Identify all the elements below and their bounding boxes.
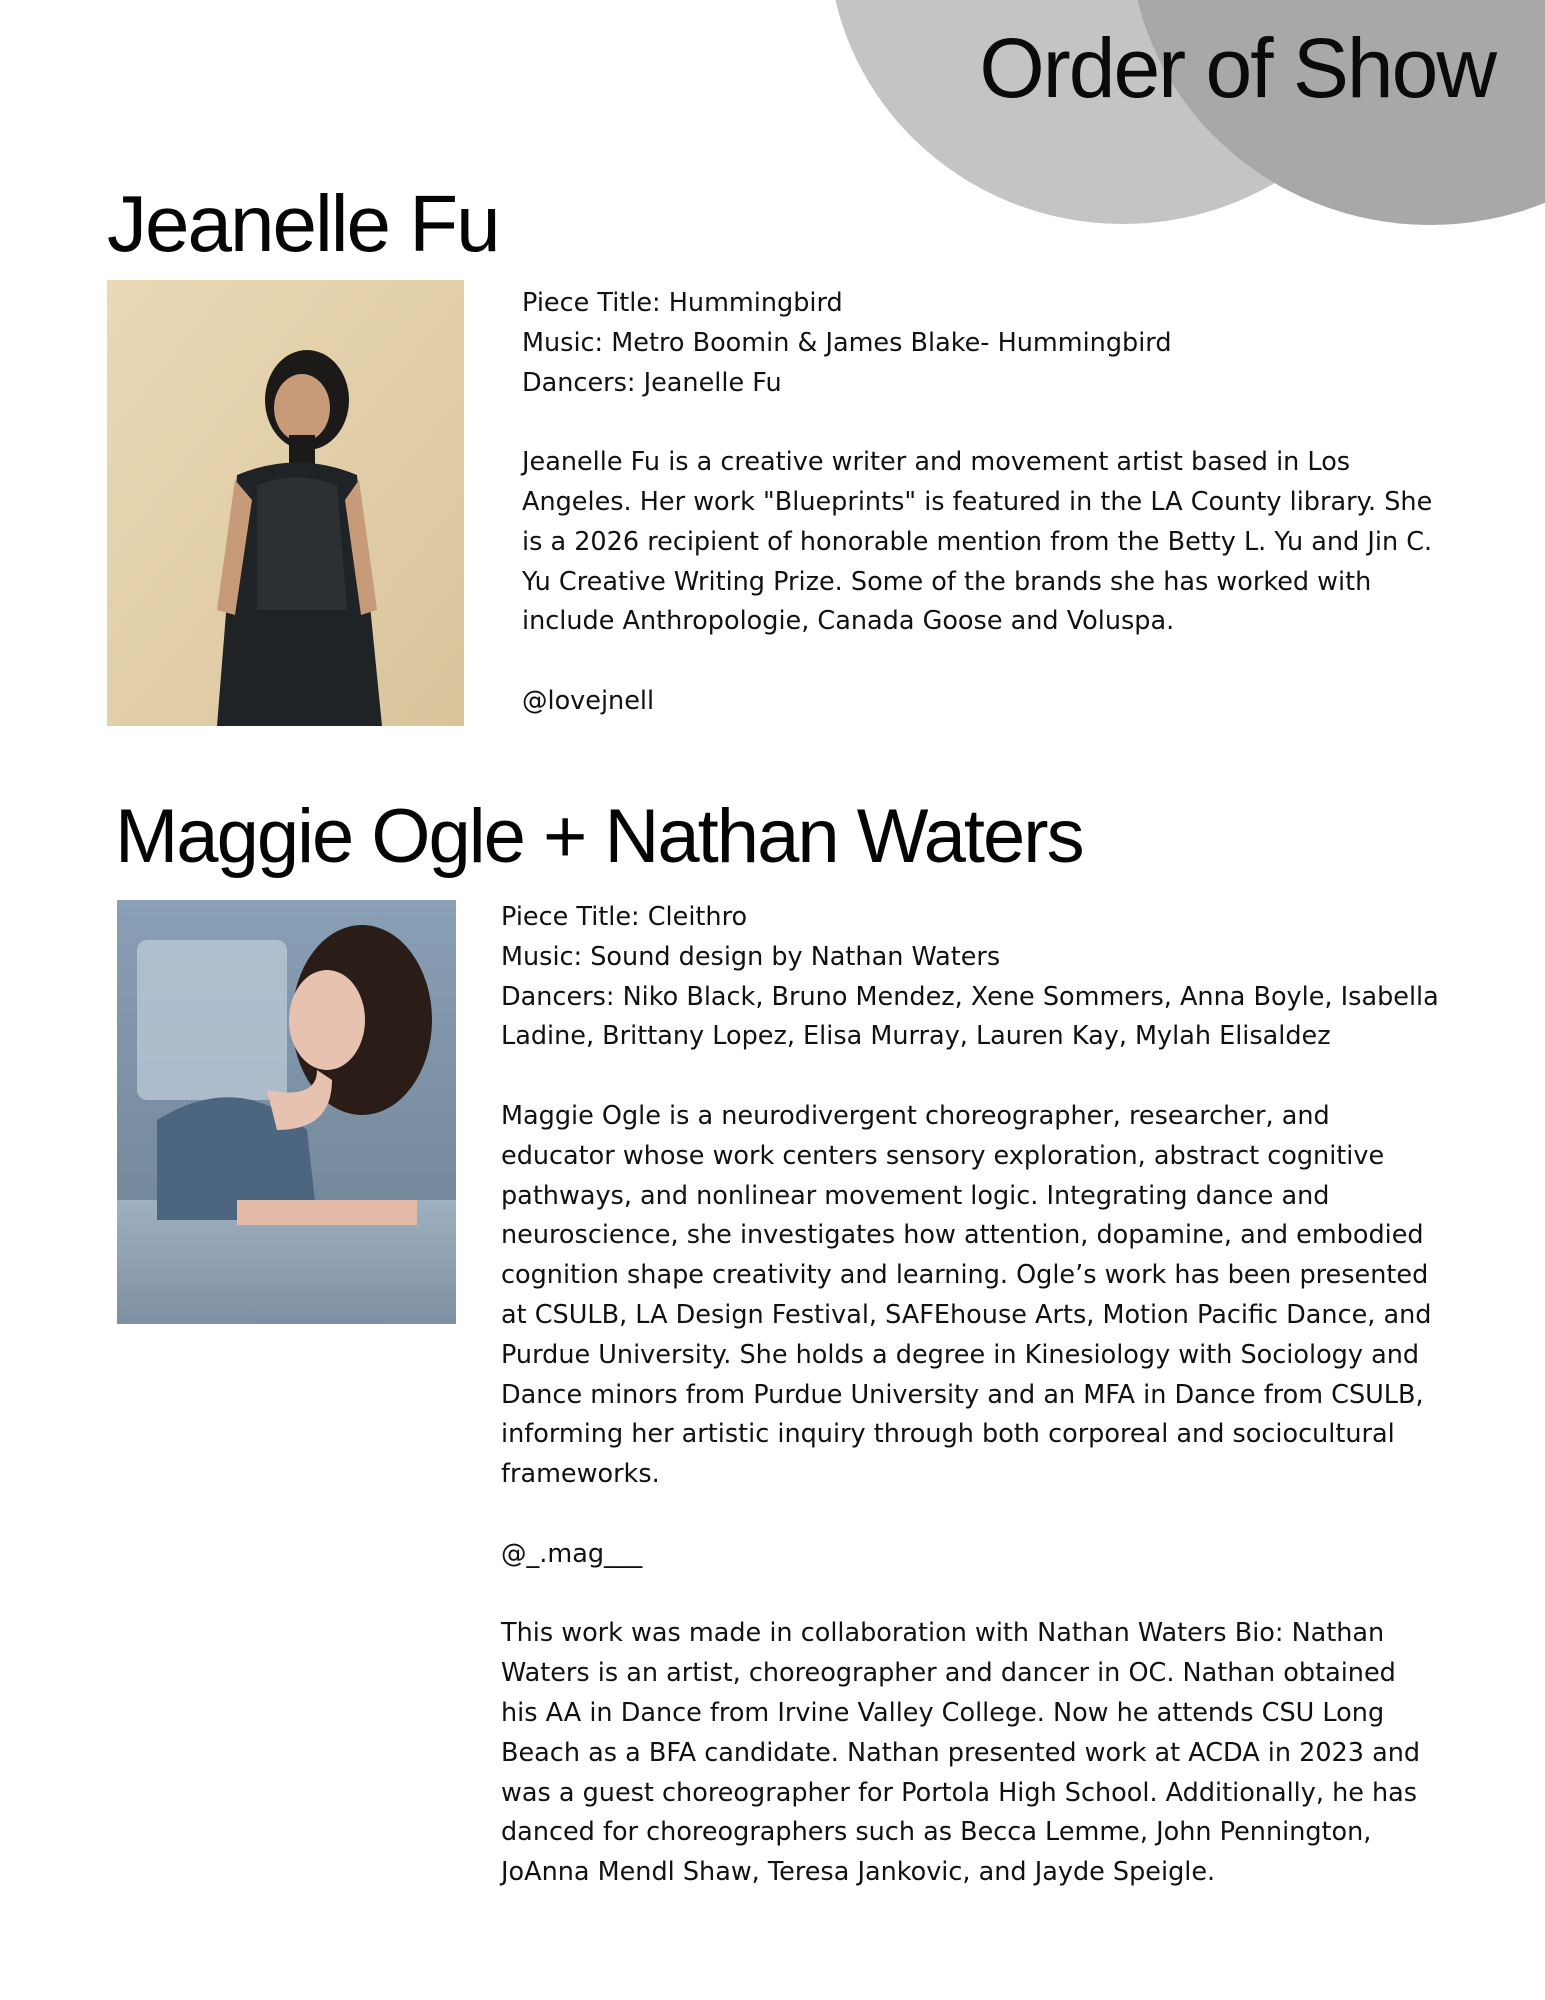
bio-line: educator whose work centers sensory exploration, abstract cognitive	[501, 1140, 1385, 1171]
social-handle: @_.mag___	[501, 1538, 643, 1569]
performer-name: Jeanelle Fu	[107, 179, 499, 268]
piece-title: Piece Title: Cleithro	[501, 902, 748, 932]
collab-line: was a guest choreographer for Portola High School. Additionally, he has	[501, 1777, 1418, 1808]
performer-details	[501, 898, 1441, 1893]
bio-line: neuroscience, she investigates how attention, dopamine, and embodied	[501, 1220, 1424, 1251]
bio-line: at CSULB, LA Design Festival, SAFEhouse Arts, Motion Pacific Dance, and	[501, 1299, 1432, 1330]
collab-line: Beach as a BFA candidate. Nathan presented work at ACDA in 2023 and	[501, 1737, 1421, 1768]
bio-line: include Anthropologie, Canada Goose and Voluspa.	[522, 606, 1175, 637]
performer-details	[522, 284, 1452, 722]
bio-line: Purdue University. She holds a degree in Kinesiology with Sociology and	[501, 1339, 1420, 1370]
performer-photo	[107, 280, 464, 726]
bio-line: is a 2026 recipient of honorable mention from the Betty L. Yu and Jin C.	[522, 526, 1433, 557]
bio-line: Yu Creative Writing Prize. Some of the brands she has worked with	[522, 566, 1372, 597]
page-title: Order of Show	[979, 21, 1495, 115]
performer-photo	[117, 900, 456, 1324]
performer-name: Maggie Ogle + Nathan Waters	[115, 794, 1083, 879]
collab-line: his AA in Dance from Irvine Valley College. Now he attends CSU Long	[501, 1697, 1385, 1728]
piece-title: Piece Title: Hummingbird	[522, 288, 843, 318]
music-credit: Music: Metro Boomin & James Blake- Hummingbird	[522, 327, 1172, 358]
bio-line: Maggie Ogle is a neurodivergent choreographer, researcher, and	[501, 1100, 1330, 1131]
music-credit: Music: Sound design by Nathan Waters	[501, 941, 1001, 972]
collab-line: This work was made in collaboration with Nathan Waters Bio: Nathan	[501, 1618, 1385, 1649]
collab-line: JoAnna Mendl Shaw, Teresa Jankovic, and Jayde Speigle.	[501, 1857, 1216, 1888]
dancers-credit: Dancers: Jeanelle Fu	[522, 367, 782, 398]
bio-line: Angeles. Her work "Blueprints" is featured in the LA County library. She	[522, 486, 1433, 517]
bio-line: Jeanelle Fu is a creative writer and movement artist based in Los	[522, 447, 1351, 478]
bio-line: informing her artistic inquiry through both corporeal and sociocultural	[501, 1419, 1395, 1450]
collab-line: danced for choreographers such as Becca Lemme, John Pennington,	[501, 1817, 1372, 1848]
bio-line: frameworks.	[501, 1459, 660, 1490]
dancers-credit: Dancers: Niko Black, Bruno Mendez, Xene Sommers, Anna Boyle, Isabella	[501, 981, 1439, 1012]
bio-line: cognition shape creativity and learning. Ogle’s work has been presented	[501, 1260, 1429, 1291]
social-handle: @lovejnell	[522, 685, 655, 716]
bio-line: pathways, and nonlinear movement logic. Integrating dance and	[501, 1180, 1330, 1211]
dancers-credit: Ladine, Brittany Lopez, Elisa Murray, Lauren Kay, Mylah Elisaldez	[501, 1021, 1331, 1052]
collab-line: Waters is an artist, choreographer and dancer in OC. Nathan obtained	[501, 1658, 1396, 1689]
bio-line: Dance minors from Purdue University and an MFA in Dance from CSULB,	[501, 1379, 1424, 1410]
